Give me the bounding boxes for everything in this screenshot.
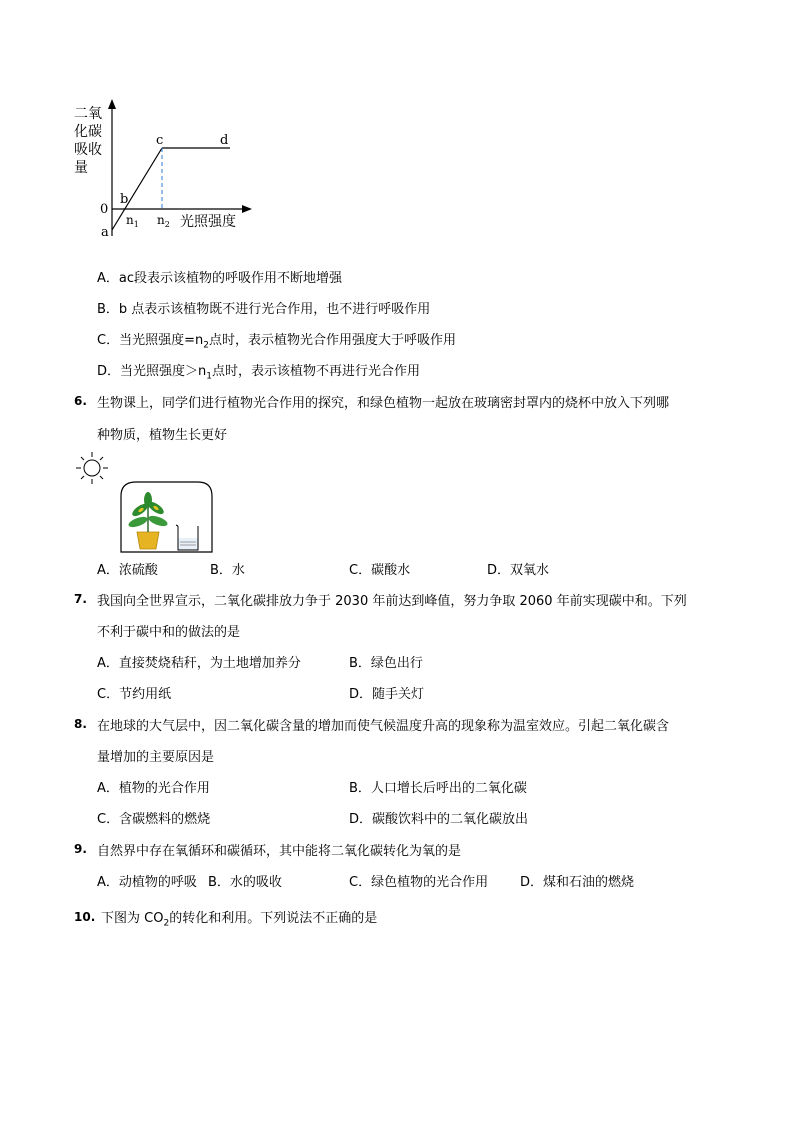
q7-option-b: B．绿色出行	[349, 656, 423, 671]
q8-option-d: D．碳酸饮料中的二氧化碳放出	[349, 812, 529, 827]
q7-number: 7.	[74, 592, 87, 606]
q5-option-d: D．当光照强度$>n_1$点时，表示该植物不再进行光合作用	[97, 364, 420, 382]
point-b-label: b	[120, 192, 129, 207]
q7-option-c: C．节约用纸	[97, 687, 172, 702]
q10-stem: 下图为 $CO_2$的转化和利用。下列说法不正确的是	[101, 911, 378, 929]
q6-option-c: C．碳酸水	[349, 563, 411, 578]
q8-number: 8.	[74, 717, 87, 731]
plant-icon	[127, 492, 169, 532]
q6-option-a: A．浓硫酸	[97, 563, 158, 578]
q9-option-c: C．绿色植物的光合作用	[349, 875, 489, 890]
q9-option-d: D．煤和石油的燃烧	[520, 875, 635, 890]
y-label-line-4: 量	[74, 160, 88, 176]
q7-option-a: A．直接焚烧秸秆，为土地增加养分	[97, 656, 301, 671]
x-label: 光照强度	[180, 214, 236, 230]
q10-number: 10.	[74, 910, 96, 924]
point-d-label: d	[220, 133, 229, 148]
q9-option-a: A．动植物的呼吸	[97, 875, 197, 890]
q9-option-b: B．水的吸收	[208, 875, 282, 890]
q8-option-a: A．植物的光合作用	[97, 781, 210, 796]
q5-option-b: B．b 点表示该植物既不进行光合作用，也不进行呼吸作用	[97, 302, 431, 317]
q6-number: 6.	[74, 394, 87, 408]
y-label-line-3: 吸收	[74, 142, 102, 158]
q7-stem-line-1: 我国向全世界宣示，二氧化碳排放力争于 2030 年前达到峰值，努力争取 2060 年前实现碳中和。下列	[97, 594, 687, 609]
co2-absorption-graph	[68, 96, 258, 242]
q6-stem-line-2: 种物质，植物生长更好	[97, 428, 228, 443]
q6-option-d: D．双氧水	[487, 563, 550, 578]
point-c-label: c	[156, 133, 164, 148]
q5-option-a: A．ac段表示该植物的呼吸作用不断地增强	[97, 271, 343, 286]
q6-stem-line-1: 生物课上，同学们进行植物光合作用的探究，和绿色植物一起放在玻璃密封罩内的烧杯中放入下列哪	[97, 396, 670, 411]
q6-option-b: B．水	[210, 563, 245, 578]
q8-stem-line-2: 量增加的主要原因是	[97, 750, 215, 765]
q9-number: 9.	[74, 842, 87, 856]
q8-option-c: C．含碳燃料的燃烧	[97, 812, 211, 827]
sun-icon	[76, 452, 108, 484]
q8-option-b: B．人口增长后呼出的二氧化碳	[349, 781, 527, 796]
point-a-label: a	[101, 225, 109, 240]
q6-experiment-illustration	[70, 450, 220, 556]
origin-label: 0	[100, 202, 109, 217]
q9-stem-line-1: 自然界中存在氧循环和碳循环，其中能将二氧化碳转化为氧的是	[97, 844, 462, 859]
beaker-icon	[176, 525, 198, 550]
q7-stem-line-2: 不利于碳中和的做法的是	[97, 625, 241, 640]
plant-pot	[137, 532, 159, 549]
x-axis-arrow	[242, 205, 252, 213]
q7-option-d: D．随手关灯	[349, 687, 425, 702]
curve-ac	[112, 148, 162, 230]
y-label-line-1: 二氧	[74, 106, 102, 122]
q5-option-c: C．当光照强度$=n_2$点时，表示植物光合作用强度大于呼吸作用	[97, 333, 456, 351]
y-axis-arrow	[108, 99, 116, 109]
n1-label: $n_1$	[126, 213, 139, 229]
n2-label: $n_2$	[157, 213, 170, 229]
y-label-line-2: 化碳	[74, 124, 102, 140]
q8-stem-line-1: 在地球的大气层中，因二氧化碳含量的增加而使气候温度升高的现象称为温室效应。引起二氧化碳含	[97, 719, 670, 734]
